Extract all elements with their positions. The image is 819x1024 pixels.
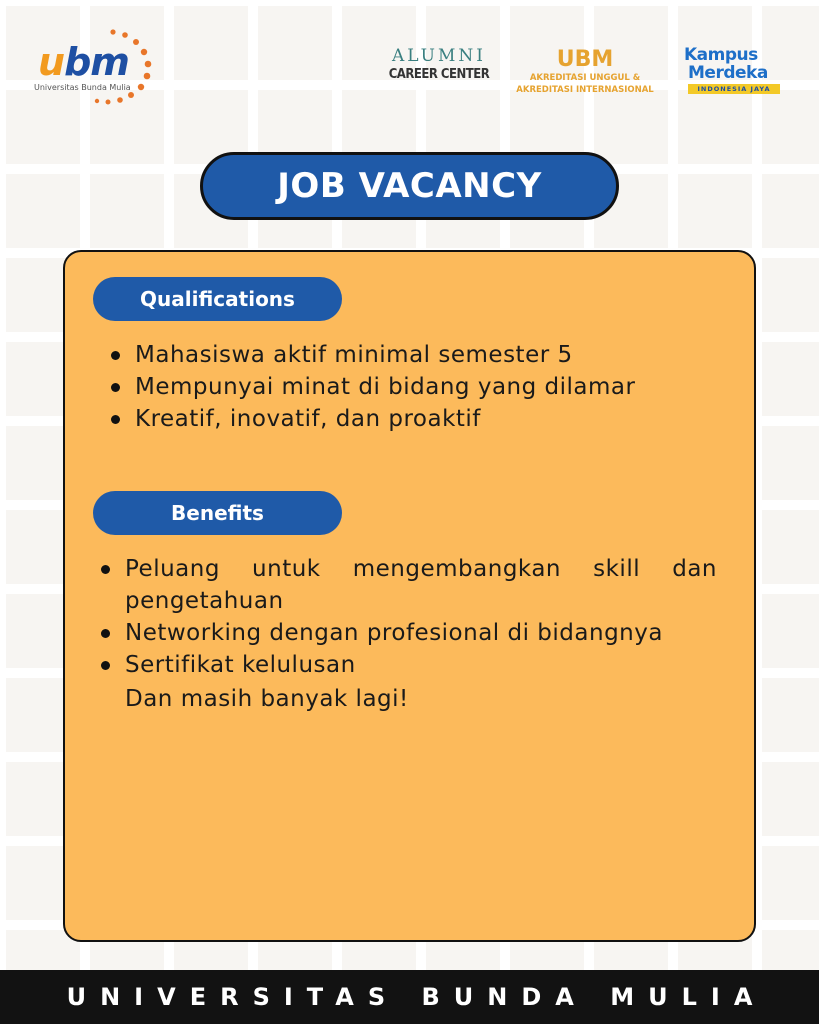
kampus-logo-tagline: INDONESIA JAYA bbox=[688, 84, 780, 94]
benefit-text: Sertifikat kelulusan bbox=[125, 652, 356, 678]
benefit-item bbox=[101, 553, 717, 617]
benefit-item bbox=[101, 649, 717, 681]
benefits-list bbox=[101, 553, 717, 681]
qualification-text: Mahasiswa aktif minimal semester 5 bbox=[135, 342, 573, 368]
alumni-logo-bottom: CAREER CENTER bbox=[388, 67, 490, 82]
benefits-extra-note: Dan masih banyak lagi! bbox=[125, 686, 409, 712]
ubm-logo-subtitle: Universitas Bunda Mulia bbox=[34, 83, 131, 92]
qualification-text: Mempunyai minat di bidang yang dilamar bbox=[135, 374, 636, 400]
qualifications-heading: Qualifications bbox=[93, 277, 342, 321]
benefits-heading: Benefits bbox=[93, 491, 342, 535]
page-title: JOB VACANCY bbox=[277, 166, 542, 206]
ubm-logo bbox=[30, 24, 160, 114]
akreditasi-logo-line1: AKREDITASI UNGGUL & bbox=[529, 73, 641, 83]
qualification-item bbox=[111, 403, 731, 435]
alumni-career-center-logo bbox=[386, 46, 492, 96]
bullet-icon bbox=[101, 565, 110, 574]
bullet-icon bbox=[111, 415, 120, 424]
alumni-logo-top: ALUMNI bbox=[392, 46, 486, 66]
akreditasi-logo bbox=[504, 48, 666, 100]
bullet-icon bbox=[111, 351, 120, 360]
bullet-icon bbox=[111, 383, 120, 392]
qualification-text: Kreatif, inovatif, dan proaktif bbox=[135, 406, 481, 432]
qualifications-list bbox=[111, 339, 731, 435]
akreditasi-logo-line2: AKREDITASI INTERNASIONAL bbox=[516, 85, 654, 95]
kampus-logo-line2: Merdeka bbox=[688, 63, 768, 83]
footer-university-name: UNIVERSITAS BUNDA MULIA bbox=[66, 983, 767, 1011]
benefit-text: Peluang untuk mengembangkan skill dan pengetahuan bbox=[125, 556, 717, 614]
qualification-item bbox=[111, 339, 731, 371]
content-card bbox=[63, 250, 756, 942]
ubm-wordmark: ubm bbox=[38, 40, 129, 84]
benefit-item bbox=[101, 617, 717, 649]
kampus-merdeka-logo bbox=[684, 46, 788, 102]
title-banner bbox=[200, 152, 619, 220]
footer-bar bbox=[0, 970, 819, 1024]
qualification-item bbox=[111, 371, 731, 403]
bullet-icon bbox=[101, 629, 110, 638]
benefit-text: Networking dengan profesional di bidangnya bbox=[125, 620, 663, 646]
kampus-logo-line1: Kampus bbox=[684, 45, 758, 65]
bullet-icon bbox=[101, 661, 110, 670]
akreditasi-logo-title: UBM bbox=[556, 47, 614, 72]
